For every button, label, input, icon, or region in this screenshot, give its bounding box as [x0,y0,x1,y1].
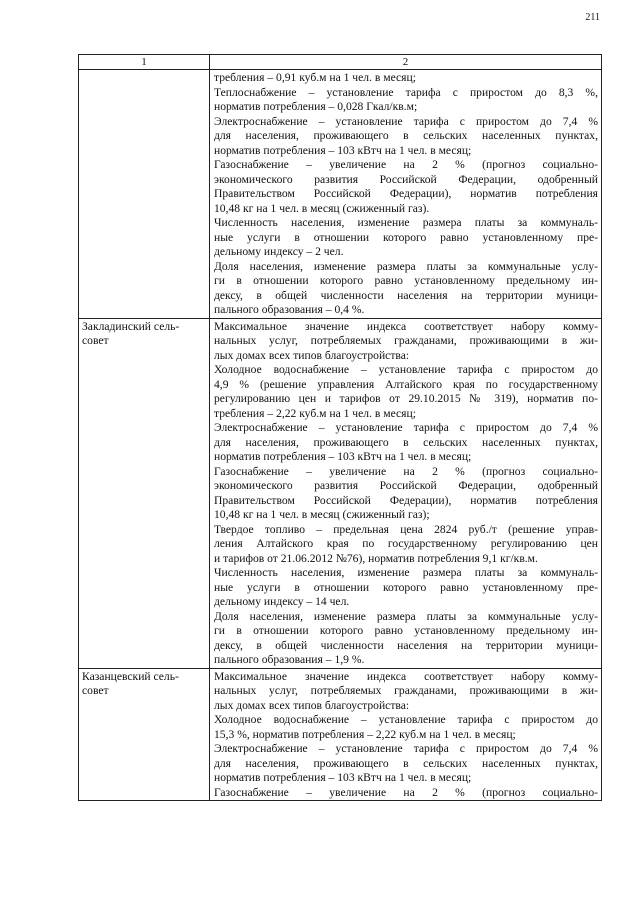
text-line: Твердое топливо – предельная цена 2824 руб./т (решение управ- [214,522,598,536]
text-line: Численность населения, изменение размера платы за коммуналь- [214,566,598,579]
tariff-table [78,54,602,801]
table-row [79,318,602,668]
text-line: Теплоснабжение – установление тарифа с приростом до 8,3 %, [214,85,598,99]
text-line: дексу, в общей численности населения на территории муници- [214,638,598,652]
text-line: Доля населения, изменение размера платы за коммунальные услу- [214,609,598,623]
text-line: дельному индексу – 2 чел. [214,245,344,258]
text-line: и тарифов от 21.06.2012 №76), норматив потребления 9,1 кг/кв.м. [214,551,538,565]
text-line: пального образования – 0,4 %. [214,303,365,316]
text-line: ги в отношении которого равно установленному предельному ин- [214,274,598,287]
row-text [214,320,598,668]
text-line: Газоснабжение – увеличение на 2 % (прогноз социально- [214,464,598,478]
text-line: Электроснабжение – установление тарифа с приростом до 7,4 % [214,114,598,128]
municipality-name-line: Казанцевский сель- [82,669,179,683]
text-line: требления – 2,22 куб.м на 1 чел. в месяц; [214,406,416,420]
text-line: лых домах всех типов благоустройства: [214,698,410,712]
municipality-name-cell [79,318,210,668]
text-line: регулированию цен и тарифов от 29.10.2015 № 319), норматив по- [214,392,598,405]
text-line: дельному индексу – 14 чел. [214,595,350,608]
table-header-row [79,55,602,70]
table-row [79,668,602,801]
text-line: Холодное водоснабжение – установление тарифа с приростом до [214,363,598,376]
text-line: 15,3 %, норматив потребления – 2,22 куб.м на 1 чел. в месяц; [214,727,516,741]
text-line: Холодное водоснабжение – установление тарифа с приростом до [214,713,598,726]
text-line: норматив потребления – 103 кВтч на 1 чел. в месяц; [214,143,472,157]
text-line: ления Алтайского края по государственному регулированию цен [214,537,598,550]
row-text [214,670,598,801]
text-line: ные услуги в отношении которого равно установленному пре- [214,580,598,594]
text-line: экономического развития Российской Федерации, одобренный [214,172,598,186]
text-line: Газоснабжение – увеличение на 2 % (прогноз социально- [214,158,598,171]
text-line: требления – 0,91 куб.м на 1 чел. в месяц; [214,71,416,84]
text-line: Доля населения, изменение размера платы за коммунальные услу- [214,259,598,273]
text-line: Максимальное значение индекса соответствует набору комму- [214,669,598,683]
row-text [214,71,598,318]
text-line: Электроснабжение – установление тарифа с приростом до 7,4 % [214,421,598,434]
text-line: норматив потребления – 0,028 Гкал/кв.м; [214,100,418,113]
text-line: для населения, проживающего в сельских населенных пунктах, [214,756,598,770]
header-col-2: 2 [210,55,602,70]
text-line: нальных услуг, потребляемых гражданами, проживающими в жи- [214,334,598,347]
text-line: норматив потребления – 103 кВтч на 1 чел. в месяц; [214,450,472,463]
text-line: дексу, в общей численности населения на территории муници- [214,288,598,302]
text-line: Газоснабжение – увеличение на 2 % (прогноз социально- [214,785,598,799]
municipality-name-cell [79,70,210,319]
text-line: экономического развития Российской Федерации, одобренный [214,479,598,492]
text-line: Правительством Российской Федерации), норматив потребления [214,187,598,200]
description-cell [210,318,602,668]
text-line: 10,48 кг на 1 чел. в месяц (сжиженный газ). [214,201,430,215]
text-line: ные услуги в отношении которого равно установленному пре- [214,230,598,244]
text-line: нальных услуг, потребляемых гражданами, проживающими в жи- [214,684,598,697]
header-col-1: 1 [79,55,210,70]
text-line: Правительством Российской Федерации), норматив потребления [214,493,598,507]
text-line: лых домах всех типов благоустройства: [214,348,410,362]
page-number: 211 [585,12,600,23]
municipality-name-line: совет [82,334,109,347]
text-line: для населения, проживающего в сельских населенных пунктах, [214,435,598,449]
text-line: Численность населения, изменение размера платы за коммуналь- [214,216,598,229]
text-line: Максимальное значение индекса соответствует набору комму- [214,319,598,333]
description-cell [210,70,602,319]
text-line: ги в отношении которого равно установленному предельному ин- [214,624,598,637]
text-line: норматив потребления – 103 кВтч на 1 чел. в месяц; [214,771,472,784]
municipality-name-line: совет [82,684,109,697]
table-row [79,70,602,319]
municipality-name-line: Закладинский сель- [82,319,180,333]
municipality-name-cell [79,668,210,801]
text-line: 4,9 % (решение управления Алтайского края по государственному [214,377,598,391]
text-line: для населения, проживающего в сельских населенных пунктах, [214,129,598,142]
text-line: Электроснабжение – установление тарифа с приростом до 7,4 % [214,742,598,755]
text-line: пального образования – 1,9 %. [214,653,365,666]
text-line: 10,48 кг на 1 чел. в месяц (сжиженный газ); [214,508,430,521]
description-cell [210,668,602,801]
